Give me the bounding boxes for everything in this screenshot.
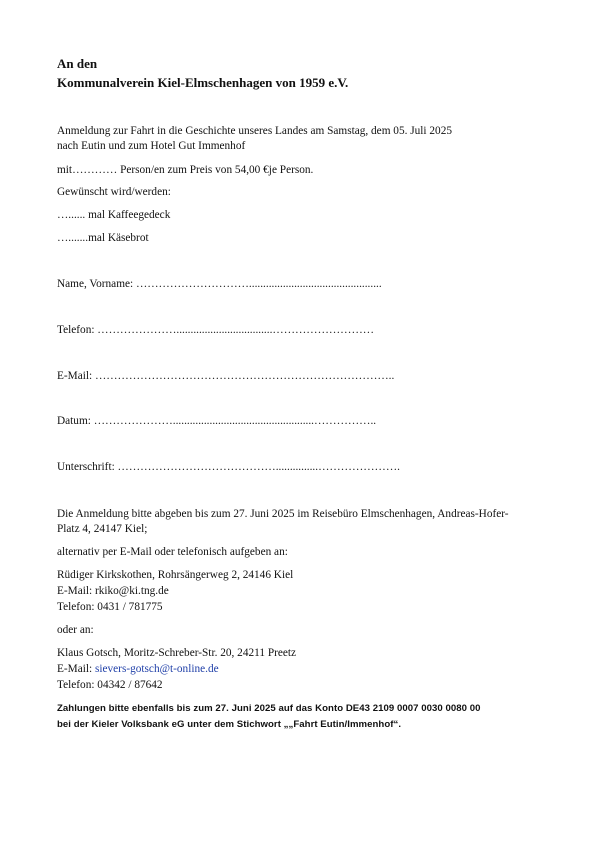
datum-field: Datum: …………………..................................................…………….. xyxy=(57,415,377,427)
intro-line-2: nach Eutin und zum Hotel Gut Immenhof xyxy=(57,140,246,152)
contact2-email-line xyxy=(57,662,219,676)
option-kaffeegedeck: …...... mal Kaffeegedeck xyxy=(57,209,171,221)
submission-line-1: Die Anmeldung bitte abgeben bis zum 27. Juni 2025 im Reisebüro Elmschenhagen, Andreas-Hofer- xyxy=(57,508,509,520)
contact2-address: Klaus Gotsch, Moritz-Schreber-Str. 20, 24211 Preetz xyxy=(57,647,297,659)
intro-line-1: Anmeldung zur Fahrt in die Geschichte unseres Landes am Samstag, dem 05. Juli 2025 xyxy=(57,125,452,137)
payment-line-2: bei der Kieler Volksbank eG unter dem Stichwort „„Fahrt Eutin/Immenhof“. xyxy=(57,719,402,730)
alternative-line: alternativ per E-Mail oder telefonisch aufgeben an: xyxy=(57,546,288,558)
recipient-organization: Kommunalverein Kiel-Elmschenhagen von 1959 e.V. xyxy=(57,75,349,90)
contact1-address: Rüdiger Kirkskothen, Rohrsängerweg 2, 24146 Kiel xyxy=(57,569,294,581)
recipient-line-1: An den xyxy=(57,56,98,71)
contact2-email-link[interactable]: sievers-gotsch@t-online.de xyxy=(94,663,219,675)
payment-line-1: Zahlungen bitte ebenfalls bis zum 27. Juni 2025 auf das Konto DE43 2109 0007 0030 0080 00 xyxy=(57,703,481,714)
option-kaesebrot: ….......mal Käsebrot xyxy=(57,232,149,244)
contact1-phone: Telefon: 0431 / 781775 xyxy=(57,601,163,613)
unterschrift-field: Unterschrift: ……………………………………...............…………………. xyxy=(57,461,400,473)
options-heading: Gewünscht wird/werden: xyxy=(57,186,171,198)
email-field: E-Mail: …………………………………………………………………….. xyxy=(57,370,395,382)
or-line: oder an: xyxy=(57,624,94,636)
persons-price-line: mit………… Person/en zum Preis von 54,00 €je Person. xyxy=(57,164,314,176)
name-field: Name, Vorname: …………………………............................................... xyxy=(57,278,382,290)
contact2-phone: Telefon: 04342 / 87642 xyxy=(57,679,163,691)
telefon-field: Telefon: …………………..................................……………………… xyxy=(57,324,375,336)
contact2-email-label: E-Mail: xyxy=(57,663,95,675)
contact1-email: E-Mail: rkiko@ki.tng.de xyxy=(57,585,169,597)
submission-line-2: Platz 4, 24147 Kiel; xyxy=(57,523,148,535)
